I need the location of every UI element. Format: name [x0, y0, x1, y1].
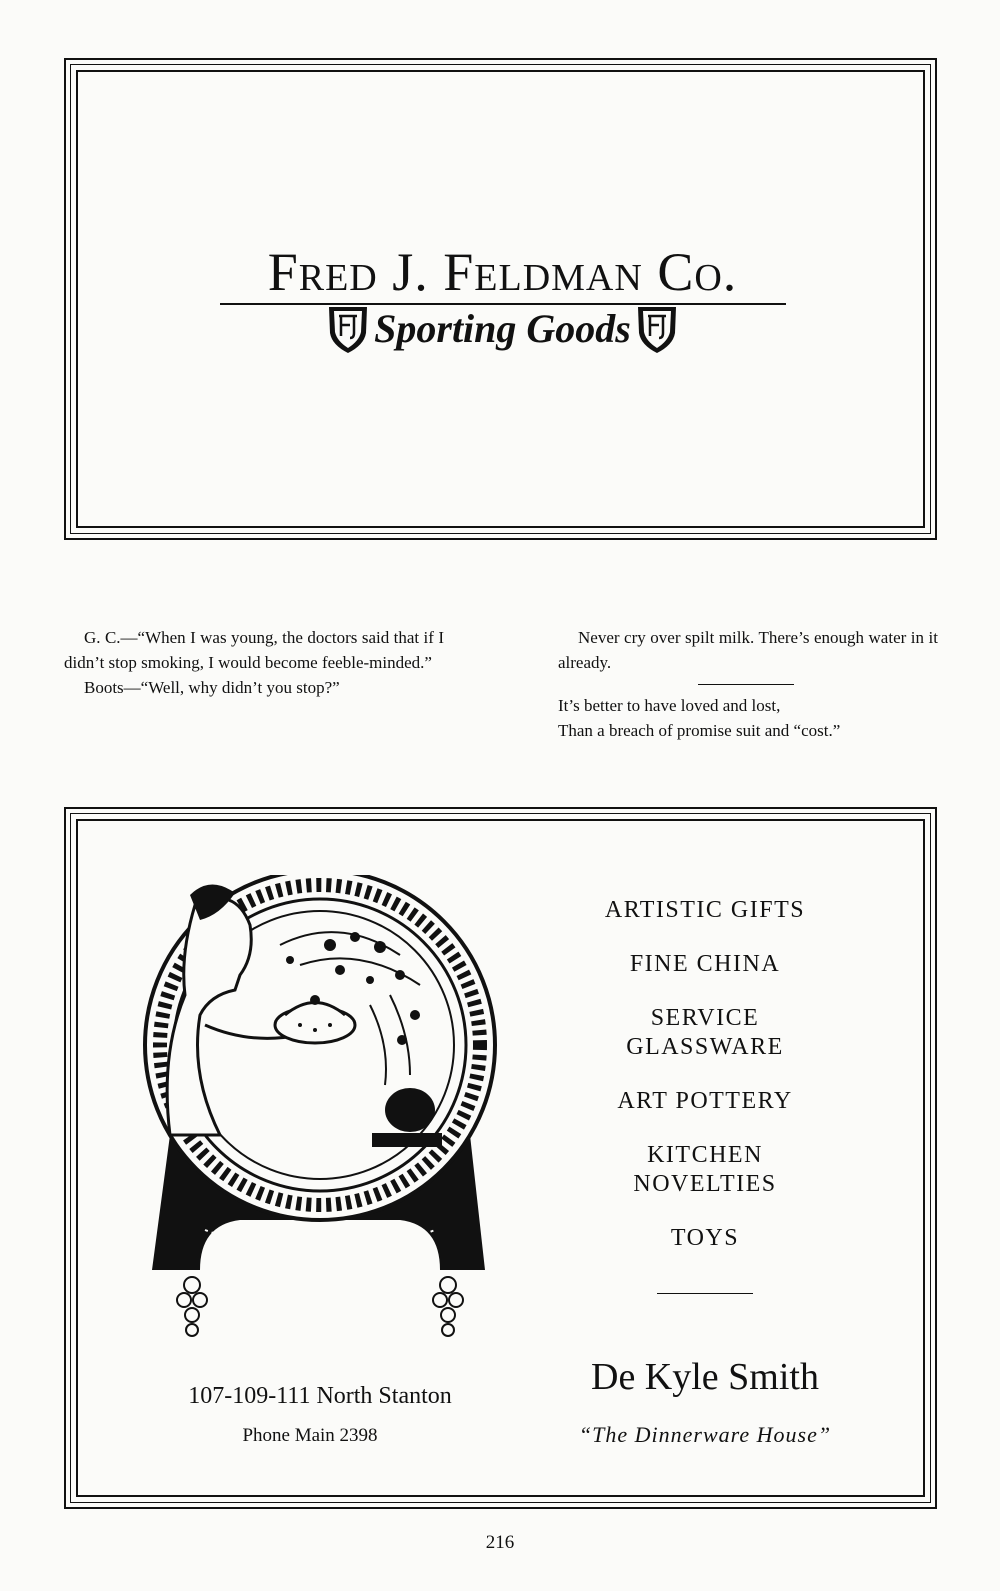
joke-text: G. C.—“When I was young, the doctors said that if I didn’t stop smoking, I would become feeble-minded.” [64, 628, 444, 672]
verse-line: It’s better to have loved and lost, [558, 696, 781, 715]
company-name: Fred J. Feldman Co. [267, 242, 738, 302]
joke-right [558, 625, 938, 743]
joke-text: Boots—“Well, why didn’t you stop?” [84, 678, 340, 697]
feldman-logo [216, 242, 789, 355]
store-phone: Phone Main 2398 [242, 1425, 378, 1446]
tagline: Sporting Goods [374, 306, 631, 351]
joke-text: Never cry over spilt milk. There’s enough water in it already. [558, 628, 938, 672]
page-number: 216 [485, 1532, 515, 1553]
product-item: ARTISTIC GIFTS [604, 897, 806, 923]
store-address: 107-109-111 North Stanton [188, 1383, 452, 1409]
product-list [560, 896, 850, 1319]
product-item: KITCHEN NOVELTIES [633, 1142, 777, 1197]
divider [220, 303, 786, 305]
divider [657, 1293, 753, 1294]
divider [698, 684, 794, 685]
shield-monogram-icon [635, 303, 679, 355]
product-item: SERVICE GLASSWARE [626, 1005, 784, 1060]
joke-left [64, 625, 444, 700]
store-name: De Kyle Smith [591, 1356, 819, 1398]
store-tagline: “The Dinnerware House” [578, 1422, 832, 1447]
feldman-ad [64, 58, 937, 540]
product-item: ART POTTERY [617, 1088, 793, 1114]
shield-monogram-icon [326, 303, 370, 355]
product-item: FINE CHINA [629, 951, 781, 977]
woman-with-tureen-illustration [140, 875, 500, 1345]
verse-line: Than a breach of promise suit and “cost.” [558, 721, 841, 740]
product-item: TOYS [670, 1225, 740, 1251]
